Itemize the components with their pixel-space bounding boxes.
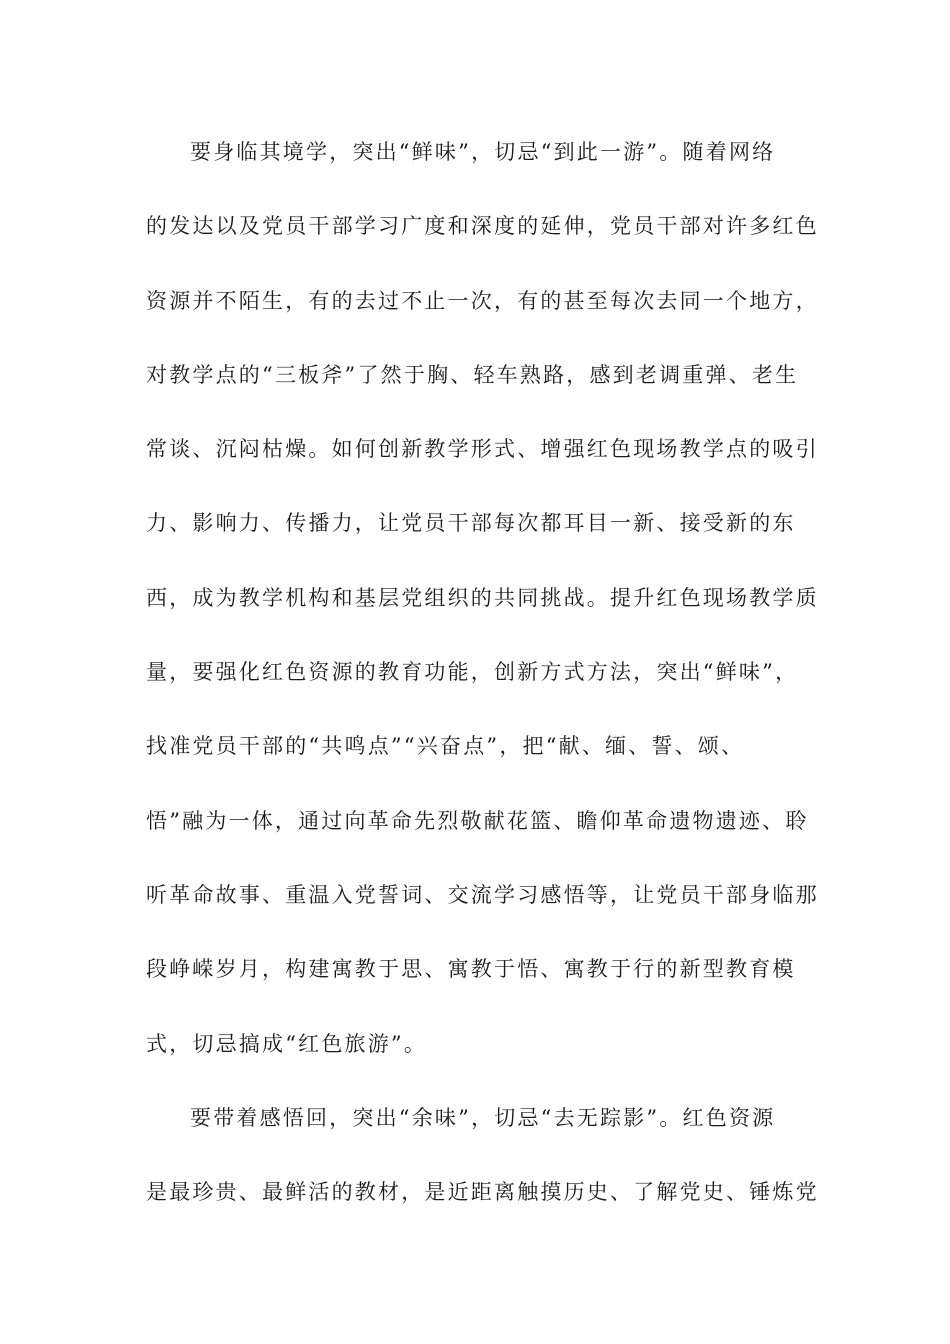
paragraph-1-line-6: 力、影响力、传播力，让党员干部每次都耳目一新、接受新的东 [146, 511, 796, 536]
paragraph-1-line-5: 常谈、沉闷枯燥。如何创新教学形式、增强红色现场教学点的吸引 [146, 437, 819, 462]
paragraph-1-line-2: 的发达以及党员干部学习广度和深度的延伸，党员干部对许多红色 [146, 214, 819, 239]
body-text [146, 126, 819, 1240]
paragraph-1-line-4: 对教学点的“三板斧”了然于胸、轻车熟路，感到老调重弹、老生 [146, 362, 799, 387]
paragraph-1-line-10: 悟”融为一体，通过向革命先烈敬献花篮、瞻仰革命遗物遗迹、聆 [146, 808, 809, 833]
paragraph-1-line-3: 资源并不陌生，有的去过不止一次，有的甚至每次去同一个地方， [146, 288, 819, 313]
paragraph-2-line-2: 是最珍贵、最鲜活的教材，是近距离触摸历史、了解党史、锤炼党 [146, 1180, 819, 1205]
paragraph-1-line-7: 西，成为教学机构和基层党组织的共同挑战。提升红色现场教学质 [146, 585, 819, 610]
paragraph-2-line-1: 要带着感悟回，突出“余味”，切忌“去无踪影”。红色资源 [190, 1105, 776, 1130]
paragraph-1-line-9: 找准党员干部的“共鸣点”“兴奋点”，把“献、缅、誓、颂、 [146, 734, 745, 759]
paragraph-1-line-13: 式，切忌搞成“红色旅游”。 [146, 1031, 428, 1056]
paragraph-1-line-1: 要身临其境学，突出“鲜味”，切忌“到此一游”。随着网络 [190, 140, 776, 164]
paragraph-1-line-12: 段峥嵘岁月，构建寓教于思、寓教于悟、寓教于行的新型教育模 [146, 957, 796, 982]
paragraph-1-line-8: 量，要强化红色资源的教育功能，创新方式方法，突出“鲜味”， [146, 660, 799, 685]
paragraph-1-line-11: 听革命故事、重温入党誓词、交流学习感悟等，让党员干部身临那 [146, 882, 819, 907]
